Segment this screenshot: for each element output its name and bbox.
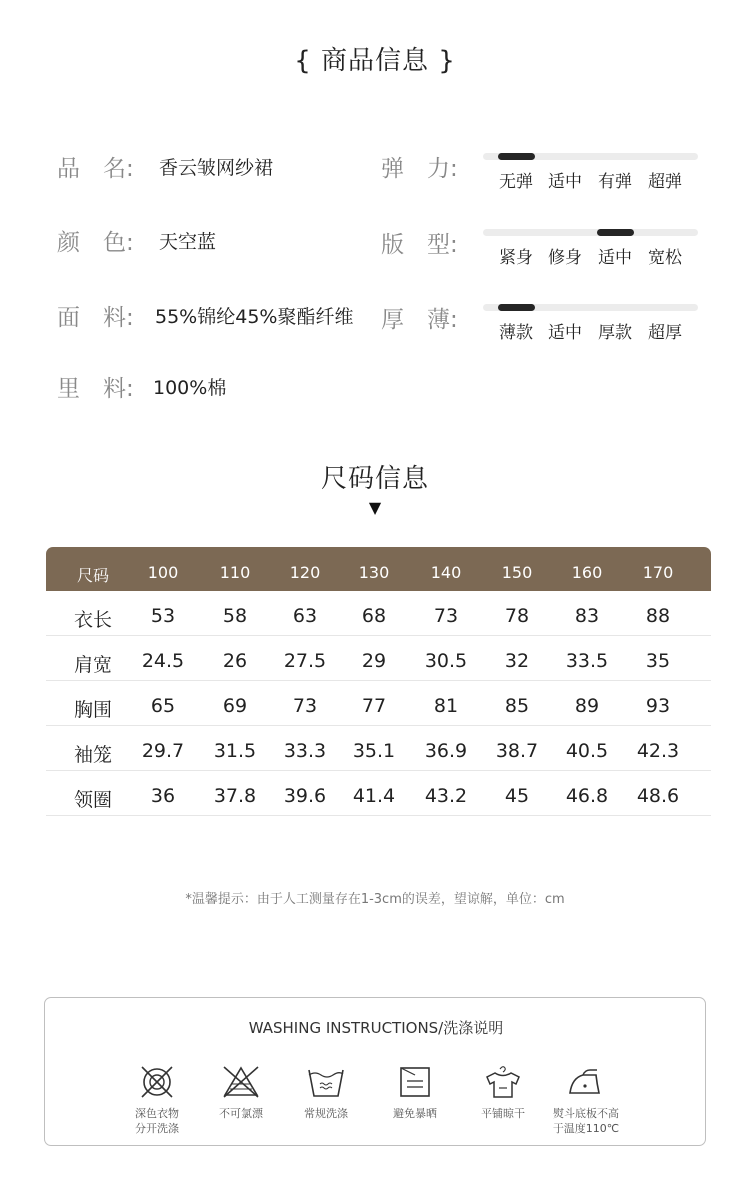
table-row [46,771,711,816]
wash-item-label: 平铺晾干 [481,1107,525,1120]
elasticity-option: 无弹 [499,172,533,192]
table-cell: 35 [645,650,671,672]
table-cell: 85 [504,695,530,717]
wash-item [281,1064,371,1121]
table-cell: 78 [504,605,530,627]
fit-selected-marker [597,229,634,236]
thickness-selected-marker [498,304,535,311]
header-cell: 170 [642,563,674,582]
table-cell: 41.4 [352,785,396,807]
header-cell: 100 [147,563,179,582]
table-cell: 46.8 [565,785,609,807]
elasticity-label: 弹 力: [381,156,458,182]
row-label-cell: 袖笼 [73,744,112,766]
table-cell: 53 [150,605,176,627]
no-tumble-dry-icon [137,1064,177,1100]
size-table [46,547,711,816]
row-label-cell: 衣长 [73,609,112,631]
fit-option: 适中 [598,248,632,268]
table-cell: 26 [222,650,248,672]
down-arrow-icon: ▼ [368,498,382,517]
table-cell: 45 [504,785,530,807]
product-name-label: 品 名: [57,156,134,182]
header-cell: 160 [571,563,603,582]
header-cell: 110 [219,563,251,582]
table-row [46,726,711,771]
table-cell: 31.5 [213,740,257,762]
wash-item [196,1064,286,1121]
table-cell: 88 [645,605,671,627]
product-info-title: { 商品信息 } [294,46,456,76]
elasticity-selected-marker [498,153,535,160]
thickness-option: 薄款 [499,323,533,343]
table-cell: 29 [361,650,387,672]
fit-option: 紧身 [499,248,533,268]
wash-item-label: 不可氯漂 [219,1107,263,1120]
wash-item-label: 常规洗涤 [304,1107,348,1120]
table-cell: 48.6 [636,785,680,807]
table-cell: 89 [574,695,600,717]
table-row [46,681,711,726]
shade-dry-icon [395,1064,435,1100]
wash-item [370,1064,460,1121]
table-cell: 69 [222,695,248,717]
product-lining-value: 100%棉 [153,377,227,399]
wash-item-label: 避免暴晒 [393,1107,437,1120]
table-cell: 37.8 [213,785,257,807]
thickness-option: 适中 [548,323,582,343]
table-cell: 77 [361,695,387,717]
row-label-cell: 领圈 [73,789,112,811]
size-info-title: 尺码信息 [320,464,429,494]
table-cell: 93 [645,695,671,717]
row-label-cell: 肩宽 [73,654,112,676]
product-color-label: 颜 色: [57,230,134,256]
fit-label: 版 型: [381,232,458,258]
header-cell: 140 [430,563,462,582]
elasticity-option: 超弹 [648,172,682,192]
table-cell: 38.7 [495,740,539,762]
table-cell: 42.3 [636,740,680,762]
elasticity-option: 有弹 [598,172,632,192]
wash-tub-icon [306,1064,346,1100]
header-cell: 130 [358,563,390,582]
table-cell: 63 [292,605,318,627]
table-cell: 39.6 [283,785,327,807]
table-cell: 33.3 [283,740,327,762]
table-cell: 30.5 [424,650,468,672]
table-cell: 83 [574,605,600,627]
wash-item [112,1064,202,1136]
fit-option: 宽松 [648,248,682,268]
table-row [46,591,711,636]
row-label-cell: 胸围 [73,699,112,721]
elasticity-option: 适中 [548,172,582,192]
table-cell: 36 [150,785,176,807]
wash-item [458,1064,548,1121]
table-cell: 73 [433,605,459,627]
washing-title: WASHING INSTRUCTIONS/洗涤说明 [248,1019,504,1037]
washing-instructions-box [44,997,706,1146]
table-row [46,636,711,681]
table-cell: 29.7 [141,740,185,762]
table-cell: 73 [292,695,318,717]
product-color-value: 天空蓝 [159,231,217,253]
table-cell: 33.5 [565,650,609,672]
measurement-note: *温馨提示：由于人工测量存在1-3cm的误差，望谅解，单位：cm [185,892,565,907]
wash-item [541,1064,631,1136]
table-cell: 68 [361,605,387,627]
thickness-label: 厚 薄: [381,307,458,333]
fit-option: 修身 [548,248,582,268]
product-name-value: 香云皱网纱裙 [159,157,274,179]
table-cell: 40.5 [565,740,609,762]
no-bleach-icon [221,1064,261,1100]
table-cell: 32 [504,650,530,672]
table-cell: 35.1 [352,740,396,762]
fit-track [483,229,698,236]
table-cell: 36.9 [424,740,468,762]
table-cell: 58 [222,605,248,627]
table-cell: 65 [150,695,176,717]
iron-icon [566,1064,606,1100]
table-cell: 43.2 [424,785,468,807]
product-lining-label: 里 料: [57,376,134,402]
thickness-option: 超厚 [648,323,682,343]
flat-dry-icon [483,1064,523,1100]
thickness-option: 厚款 [598,323,632,343]
table-cell: 27.5 [283,650,327,672]
product-fabric-value: 55%锦纶45%聚酯纤维 [155,306,354,328]
wash-item-label: 熨斗底板不高 于温度110℃ [552,1107,620,1135]
table-cell: 24.5 [141,650,185,672]
product-fabric-label: 面 料: [57,305,134,331]
header-cell: 尺码 [76,566,109,585]
size-table-header [46,547,711,591]
wash-item-label: 深色衣物 分开洗涤 [135,1107,179,1135]
table-cell: 81 [433,695,459,717]
header-cell: 150 [501,563,533,582]
size-table-body [46,591,711,816]
header-cell: 120 [289,563,321,582]
